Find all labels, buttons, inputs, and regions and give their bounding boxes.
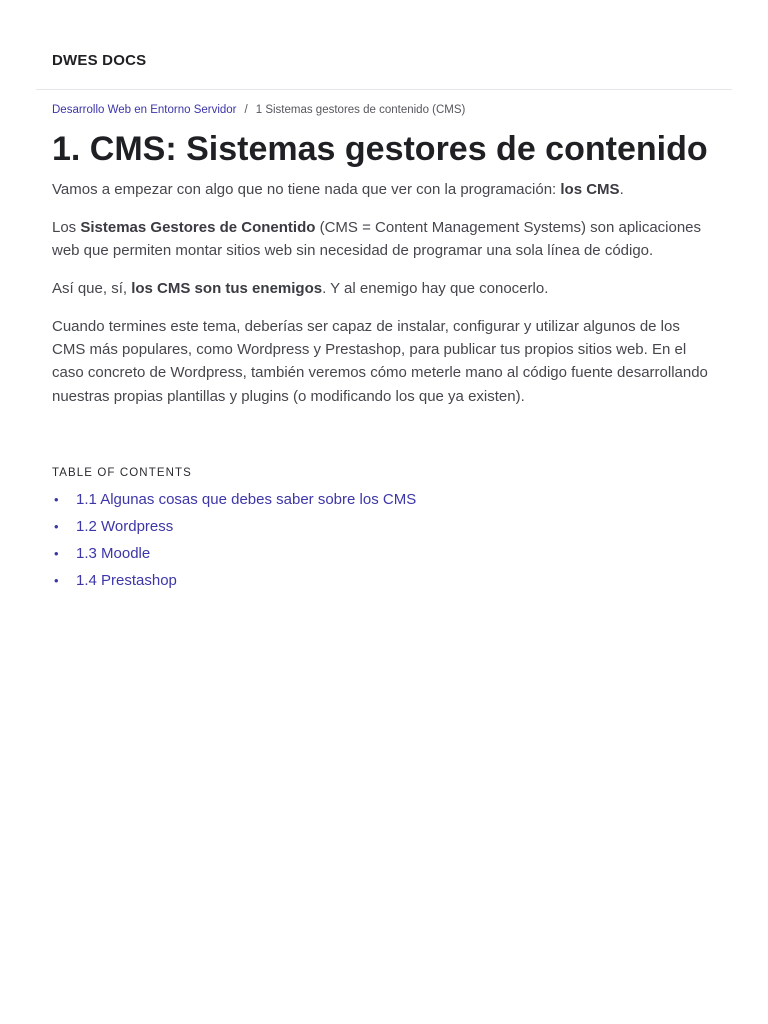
article-body: [52, 178, 716, 422]
breadcrumb-current: 1 Sistemas gestores de contenido (CMS): [255, 104, 466, 116]
toc-title: TABLE OF CONTENTS: [52, 467, 192, 479]
toc-link-algunas-cosas[interactable]: 1.1 Algunas cosas que debes saber sobre los CMS: [76, 491, 417, 508]
site-header: [36, 0, 732, 90]
intro-bold: los CMS: [560, 181, 620, 198]
toc-item: [52, 515, 416, 542]
toc-item: [52, 542, 416, 569]
goals-paragraph: Cuando termines este tema, deberías ser capaz de instalar, configurar y utilizar algunos de los CMS más populares, como Wordpress y Prestashop, para publicar tus propios sitios web. En el caso concreto de Wordpress, también veremos cómo meterle mano al código fuente desarrollando nuestras propias plantillas y plugins (o modificando los que ya existen).: [52, 317, 708, 405]
breadcrumb: [52, 104, 465, 116]
toc-link-wordpress[interactable]: 1.2 Wordpress: [76, 518, 174, 535]
toc-bullet: •: [54, 546, 59, 561]
page-title: 1. CMS: Sistemas gestores de contenido: [52, 130, 708, 168]
toc-link-moodle[interactable]: 1.3 Moodle: [76, 545, 151, 562]
definition-bold: Sistemas Gestores de Conentido: [80, 218, 316, 236]
toc-bullet: •: [54, 573, 59, 588]
toc-item: [52, 569, 416, 596]
toc-bullet: •: [54, 519, 59, 534]
table-of-contents: [52, 488, 416, 596]
intro-paragraph: Vamos a empezar con algo que no tiene nada que ver con la programación: los CMS.: [52, 181, 624, 198]
definition-paragraph: Los Sistemas Gestores de Conentido (CMS = Content Management Systems) son aplicaciones web que permiten montar sitios web sin necesidad de programar una sola línea de código.: [52, 218, 702, 260]
enemies-bold: los CMS son tus enemigos: [131, 279, 323, 297]
enemies-paragraph: Así que, sí, los CMS son tus enemigos. Y al enemigo hay que conocerlo.: [52, 279, 549, 297]
toc-bullet: •: [54, 492, 59, 507]
toc-item: [52, 488, 416, 515]
breadcrumb-separator: /: [244, 104, 248, 116]
toc-link-prestashop[interactable]: 1.4 Prestashop: [76, 572, 177, 589]
breadcrumb-parent-link[interactable]: Desarrollo Web en Entorno Servidor: [52, 104, 237, 116]
site-brand-link[interactable]: DWES DOCS: [52, 52, 147, 69]
